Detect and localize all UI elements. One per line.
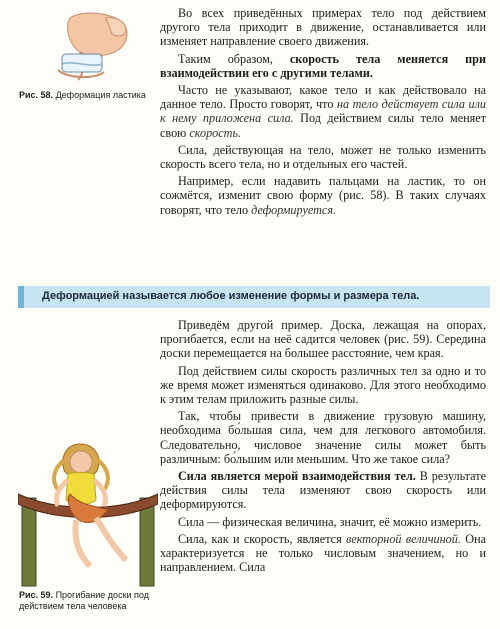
top-paragraph-3-italic-2: скорость. <box>189 125 242 140</box>
figure-58-caption <box>19 90 154 101</box>
figure-59-caption <box>19 590 154 612</box>
bottom-paragraph-1: Приведём другой пример. Доска, лежащая на опорах, прогибается, если на неё садится человек (рис. 59). Середина доски перемещается на большее расстояние, чем края. <box>160 318 486 361</box>
top-paragraph-2 <box>160 52 486 80</box>
bottom-paragraph-4-rest: В результате действия силы тела изменяют свою скорость или деформируются. <box>160 469 486 512</box>
figure-59-board-bending <box>18 436 158 588</box>
bottom-paragraph-2: Под действием силы скорость различных тел за одно и то же время может изменяться одинаково. Для этого необходимо к этим телам приложить разные силы. <box>160 363 486 407</box>
top-paragraph-2-start: Таким образом, <box>178 51 290 66</box>
bottom-paragraph-4-bold: Сила является мерой взаимодействия тел. <box>178 469 416 484</box>
top-text-column <box>160 6 486 220</box>
figure-59-caption-text: Прогибание доски под действием тела человека <box>19 590 149 611</box>
top-paragraph-5-start: Например, если надавить пальцами на ластик, то он сожмётся, изменит свою форму (рис. 58). В таких случаях говорят, что тело <box>160 174 486 217</box>
bottom-paragraph-6-start: Сила, как и скорость, является <box>178 531 347 546</box>
top-paragraph-3 <box>160 83 486 140</box>
top-paragraph-3-mid: Под действием силы тело меняет свою <box>160 111 487 140</box>
top-paragraph-5-italic: деформируется. <box>251 202 337 217</box>
bottom-paragraph-6-italic: векторной величиной. <box>346 531 461 546</box>
figure-58-label: Рис. 58. <box>19 90 54 100</box>
top-paragraph-4: Сила, действующая на тело, может не только изменить скорость всего тела, но и отдельных его частей. <box>160 142 486 172</box>
definition-text: Деформацией называется любое изменение формы и размера тела. <box>42 290 420 302</box>
bottom-paragraph-6 <box>160 532 486 575</box>
bottom-paragraph-4 <box>160 469 486 512</box>
bottom-paragraph-3: Так, чтобы привести в движение грузовую машину, необходима бо́льшая сила, чем для легкового автомобиля. Следовательно, числовое значение силы может быть различным: бо́льшим или меньшим. Что же такое сила? <box>160 409 486 466</box>
top-paragraph-5 <box>160 174 486 217</box>
bottom-paragraph-6-rest: Она характеризуется не только числовым значением, но и направлением. Сила <box>160 531 486 575</box>
bottom-text-column <box>160 318 486 577</box>
top-paragraph-3-start: Часто не указывают, какое тело и как действовало на данное тело. Просто говорят, что <box>160 83 486 112</box>
top-paragraph-3-italic: на тело действует сила или к нему приложена сила. <box>160 97 486 126</box>
figure-58-caption-text: Деформация ластика <box>53 90 146 100</box>
top-paragraph-2-bold: скорость тела меняется при взаимодействии его с другими телами. <box>160 51 486 80</box>
top-paragraph-1: Во всех приведённых примерах тело под действием другого тела приходит в движение, останавливается или изменяет направление своего движения. <box>160 6 486 49</box>
bottom-paragraph-5: Сила — физическая величина, значит, её можно измерить. <box>178 514 482 529</box>
figure-59-label: Рис. 59. <box>19 590 54 600</box>
definition-banner <box>18 286 490 308</box>
figure-58-eraser-deformation <box>40 8 140 88</box>
